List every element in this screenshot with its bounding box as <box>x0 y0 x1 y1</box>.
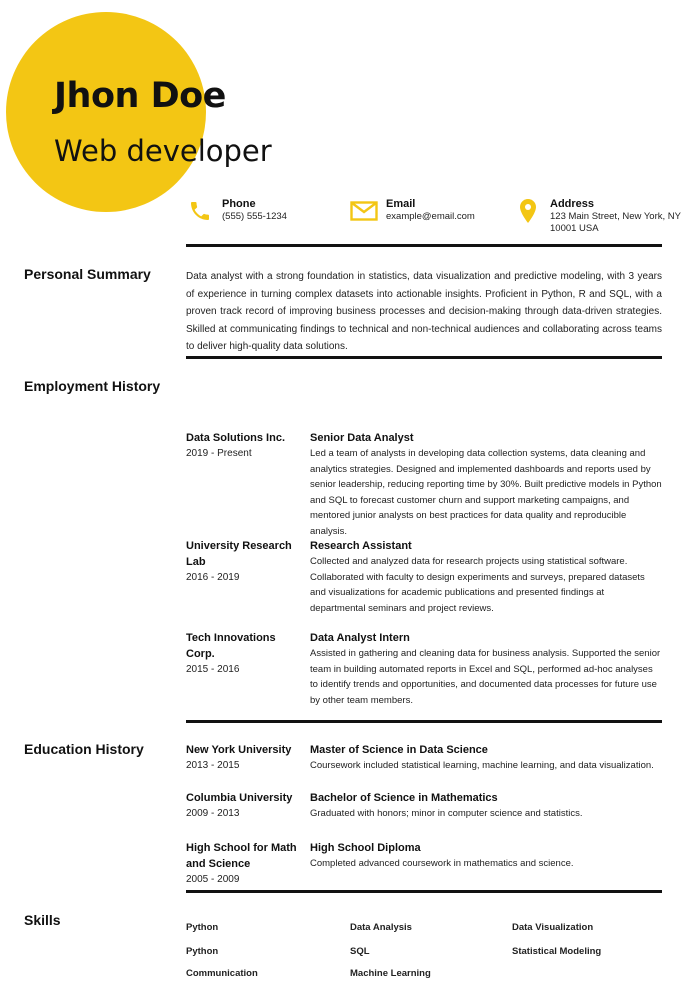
candidate-role: Web developer <box>54 134 272 168</box>
divider <box>186 356 662 359</box>
phone-label: Phone <box>222 198 256 210</box>
education-dates: 2013 - 2015 <box>186 760 240 771</box>
degree-description: Completed advanced coursework in mathematics and science. <box>310 858 574 869</box>
phone-value: (555) 555-1234 <box>222 211 287 222</box>
employment-dates: 2015 - 2016 <box>186 664 240 675</box>
contact-phone <box>186 198 287 224</box>
job-title: Research Assistant <box>310 540 412 552</box>
employment-dates: 2019 - Present <box>186 448 252 459</box>
education-dates: 2005 - 2009 <box>186 874 240 885</box>
contact-address <box>514 198 681 235</box>
mail-icon <box>350 198 378 224</box>
skill-item: Machine Learning <box>350 968 431 979</box>
employment-dates: 2016 - 2019 <box>186 572 240 583</box>
section-title-skills: Skills <box>24 912 61 928</box>
summary-text: Data analyst with a strong foundation in statistics, data visualization and predictive modeling, with 3 years of experience in turning complex datasets into actionable insights. Proficient in Python, R and SQL, with a proven track record of improving business processes and decision-making through data-driven strategies. Skilled at communicating findings to technical and non-technical audiences and collaborating across teams to deliver high-quality data solutions. <box>186 271 662 352</box>
school-name: Columbia University <box>186 792 293 804</box>
skill-item: SQL <box>350 946 370 957</box>
employer-name: University Research Lab <box>186 540 292 568</box>
skill-item: Python <box>186 922 219 933</box>
degree-description: Coursework included statistical learning, machine learning, and data visualization. <box>310 760 654 771</box>
skill-item: Statistical Modeling <box>512 946 602 957</box>
degree-title: Master of Science in Data Science <box>310 744 488 756</box>
email-label: Email <box>386 198 416 210</box>
education-dates: 2009 - 2013 <box>186 808 240 819</box>
divider <box>186 890 662 893</box>
address-label: Address <box>550 198 595 210</box>
job-description: Collected and analyzed data for research projects using statistical software. Collaborated with faculty to design experiments and surveys, prepared datasets and visualizations for academic publications and presented findings at departmental seminars and project reviews. <box>310 556 645 614</box>
degree-title: Bachelor of Science in Mathematics <box>310 792 498 804</box>
job-title: Data Analyst Intern <box>310 632 410 644</box>
job-description: Assisted in gathering and cleaning data for business analysis. Supported the senior team in building automated reports in Excel and SQL, performed ad-hoc analyses to identify trends and opportunities, and documented data processes for future use by other team members. <box>310 648 661 706</box>
divider <box>186 720 662 723</box>
job-description: Led a team of analysts in developing data collection systems, data cleaning and analytics strategies. Designed and implemented dashboards and reports used by senior leadership, reducing reporting time by 30%. Built predictive models in Python and SQL to forecast customer churn and support marketing campaigns, and mentored junior analysts on best practices for data quality and reproducible analysis. <box>310 448 662 537</box>
section-title-employment: Employment History <box>24 378 161 394</box>
divider <box>186 244 662 247</box>
school-name: New York University <box>186 744 292 756</box>
email-value: example@email.com <box>386 211 475 222</box>
section-title-summary: Personal Summary <box>24 266 151 282</box>
location-pin-icon <box>514 198 542 224</box>
skill-item: Data Visualization <box>512 922 594 933</box>
address-value-line2: 10001 USA <box>550 223 599 234</box>
phone-icon <box>186 198 214 224</box>
address-value-line1: 123 Main Street, New York, NY <box>550 211 681 222</box>
school-name: High School for Math and Science <box>186 842 297 870</box>
candidate-name: Jhon Doe <box>54 76 226 116</box>
employer-name: Data Solutions Inc. <box>186 432 286 444</box>
degree-description: Graduated with honors; minor in computer science and statistics. <box>310 808 583 819</box>
employer-name: Tech Innovations Corp. <box>186 632 276 660</box>
job-title: Senior Data Analyst <box>310 432 414 444</box>
degree-title: High School Diploma <box>310 842 421 854</box>
skill-item: Communication <box>186 968 258 979</box>
contact-email <box>350 198 475 224</box>
section-title-education: Education History <box>24 741 144 757</box>
skill-item: Data Analysis <box>350 922 412 933</box>
skill-item: Python <box>186 946 219 957</box>
